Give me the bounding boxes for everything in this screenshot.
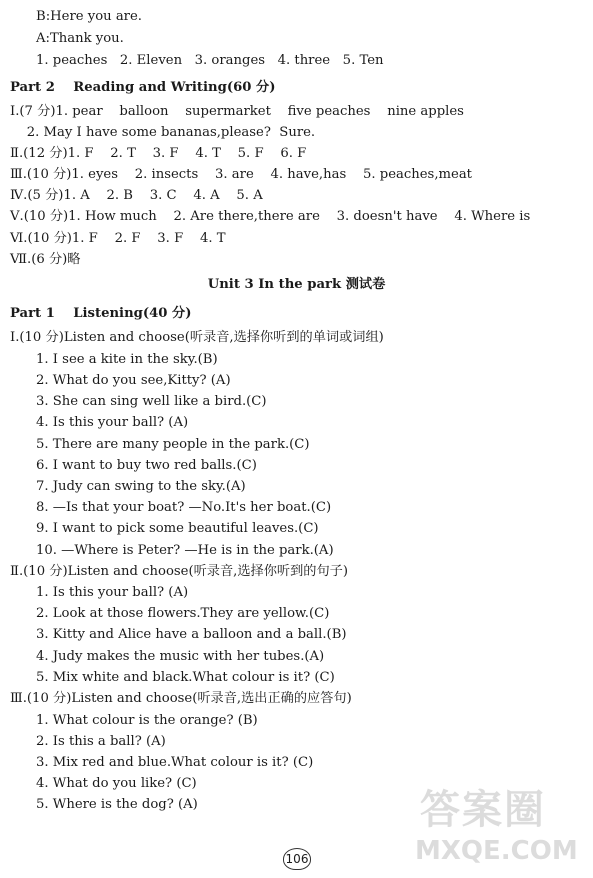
section2-head: Ⅱ.(10 分)Listen and choose(听录音,选择你听到的句子) [10,564,348,579]
part2-item-6: Ⅴ.(10 分)1. How much 2. Are there,there are 3. doesn't have 4. Where is [10,209,531,224]
watermark-url: MXQE.COM [415,836,578,866]
section1-item: 7. Judy can swing to the sky.(A) [36,479,246,494]
section3-item: 2. Is this a ball? (A) [36,734,166,749]
section1-item: 1. I see a kite in the sky.(B) [36,352,218,367]
section1-item: 6. I want to buy two red balls.(C) [36,458,257,473]
dialog-line-a: A:Thank you. [36,31,124,46]
section2-item: 4. Judy makes the music with her tubes.(A) [36,649,325,664]
section1-item: 4. Is this your ball? (A) [36,415,189,430]
watermark-logo: 答案圈 [420,787,546,833]
section3-item: 1. What colour is the orange? (B) [36,713,258,728]
section1-item: 2. What do you see,Kitty? (A) [36,373,231,388]
section1-item: 3. She can sing well like a bird.(C) [36,394,267,409]
part2-item-3: Ⅱ.(12 分)1. F 2. T 3. F 4. T 5. F 6. F [10,146,307,161]
section2-item: 2. Look at those flowers.They are yellow.(C) [36,606,330,621]
part2-item-4: Ⅲ.(10 分)1. eyes 2. insects 3. are 4. have,has 5. peaches,meat [10,167,472,182]
section1-item: 9. I want to pick some beautiful leaves.(C) [36,521,319,536]
part2-item-7: Ⅵ.(10 分)1. F 2. F 3. F 4. T [10,231,226,246]
part2-item-8: Ⅶ.(6 分)略 [10,252,81,267]
part2-item-5: Ⅳ.(5 分)1. A 2. B 3. C 4. A 5. A [10,188,263,203]
section1-item: 8. —Is that your boat? —No.It's her boat.(C) [36,500,332,515]
section2-item: 5. Mix white and black.What colour is it? (C) [36,670,335,685]
answer-line: 1. peaches 2. Eleven 3. oranges 4. three 5. Ten [36,53,384,68]
dialog-line-b: B:Here you are. [36,9,142,24]
page-number: 106 [283,848,311,870]
section1-head: Ⅰ.(10 分)Listen and choose(听录音,选择你听到的单词或词组) [10,330,384,345]
section3-item: 3. Mix red and blue.What colour is it? (C) [36,755,314,770]
unit-title: Unit 3 In the park 测试卷 [207,277,386,292]
section2-item: 3. Kitty and Alice have a balloon and a ball.(B) [36,627,347,642]
section3-head: Ⅲ.(10 分)Listen and choose(听录音,选出正确的应答句) [10,691,352,706]
section2-item: 1. Is this your ball? (A) [36,585,189,600]
part2-heading: Part 2 Reading and Writing(60 分) [10,80,276,95]
section1-item: 10. —Where is Peter? —He is in the park.(A) [36,543,334,558]
section3-item: 5. Where is the dog? (A) [36,797,198,812]
section3-item: 4. What do you like? (C) [36,776,197,791]
part1-heading: Part 1 Listening(40 分) [10,306,192,321]
part2-item-2: 2. May I have some bananas,please? Sure. [10,125,316,140]
part2-item-1: Ⅰ.(7 分)1. pear balloon supermarket five peaches nine apples [10,104,464,119]
section1-item: 5. There are many people in the park.(C) [36,437,310,452]
